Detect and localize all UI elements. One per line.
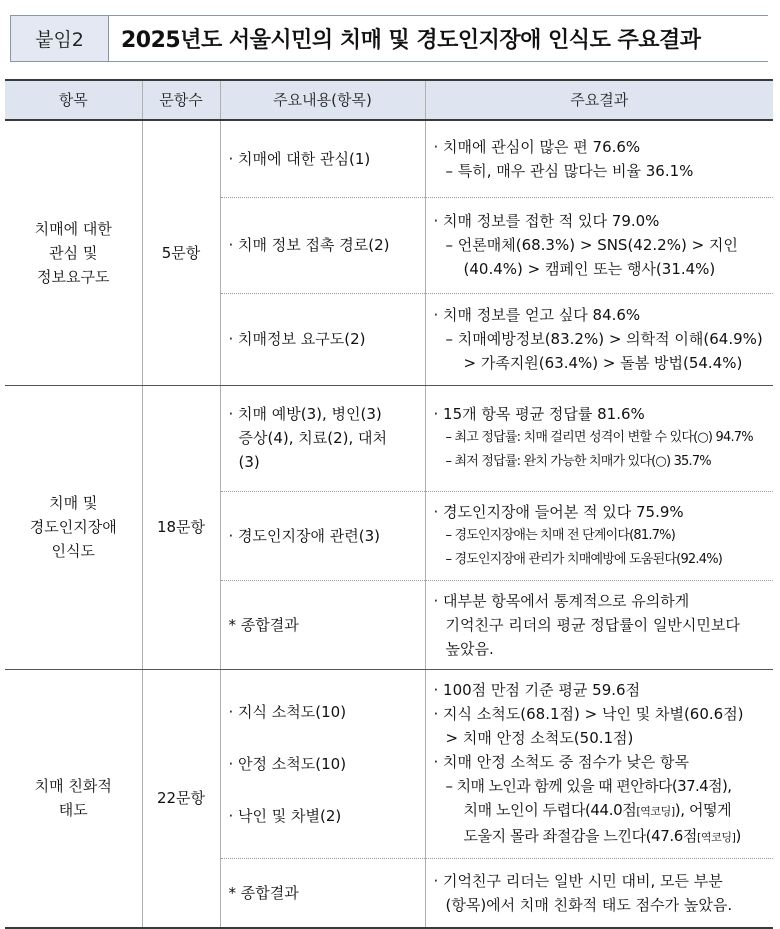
category-line: 치매에 대한 xyxy=(34,219,112,238)
result-cell xyxy=(425,385,773,491)
table-row xyxy=(5,669,773,858)
result-line: · 경도인지장애 들어본 적 있다 75.9% xyxy=(433,502,684,521)
header-row xyxy=(5,80,773,120)
item-line: · 지식 소척도(10) xyxy=(228,702,347,721)
category-line: 치매 및 xyxy=(49,494,98,512)
result-cell xyxy=(425,491,773,580)
result-line: · 대부분 항목에서 통계적으로 유의하게 xyxy=(433,591,690,610)
result-cell xyxy=(425,120,773,197)
item-line: 증상(4), 치료(2), 대처 xyxy=(238,429,388,447)
item-line: · 안정 소척도(10) xyxy=(228,754,347,773)
header-result: 주요결과 xyxy=(425,80,773,120)
title-label: 붙임2 xyxy=(10,15,109,62)
result-line: – 최고 정답률: 치매 걸리면 성격이 변할 수 있다(○) 94.7% xyxy=(445,430,753,445)
result-line: – 경도인지장애 관리가 치매예방에 도움된다(92.4%) xyxy=(445,551,723,567)
result-line: · 치매 안정 소척도 중 점수가 낮은 항목 xyxy=(433,752,689,771)
item-cell: · 치매에 대한 관심(1) xyxy=(220,120,425,197)
result-cell xyxy=(425,858,773,928)
result-line: – 최저 정답률: 완치 가능한 치매가 있다(○) 35.7% xyxy=(445,454,711,469)
category-line: 관심 및 xyxy=(49,243,98,262)
header-category: 항목 xyxy=(5,80,142,120)
result-line: 기억친구 리더의 평균 정답률이 일반시민보다 xyxy=(445,615,740,634)
category-line: 태도 xyxy=(58,801,88,820)
result-line: – 치매예방정보(83.2%) > 의학적 이해(64.9%) xyxy=(445,330,763,348)
category-line: 경도인지장애 xyxy=(29,518,117,536)
item-cell: * 종합결과 xyxy=(220,858,425,928)
result-line: · 15개 항목 평균 정답률 81.6% xyxy=(433,405,645,423)
result-line: (40.4%) > 캠페인 또는 행사(31.4%) xyxy=(463,260,716,278)
count-cell: 22문항 xyxy=(142,669,220,928)
result-line: > 치매 안정 소척도(50.1점) xyxy=(445,728,634,747)
category-cell xyxy=(5,669,142,928)
category-cell xyxy=(5,385,142,669)
result-line: · 100점 만점 기준 평균 59.6점 xyxy=(433,680,641,699)
item-line: (3) xyxy=(238,453,260,471)
result-cell xyxy=(425,580,773,669)
result-line: – 언론매체(68.3%) > SNS(42.2%) > 지인 xyxy=(445,236,738,254)
result-line: · 지식 소척도(68.1점) > 낙인 및 차별(60.6점) xyxy=(433,704,744,723)
reverse-code-tag: [역코딩] xyxy=(636,804,675,818)
table-row xyxy=(5,385,773,491)
item-line: · 낙인 및 차별(2) xyxy=(228,806,342,825)
result-text: ), 어떻게 xyxy=(674,800,732,819)
reverse-code-tag: [역코딩] xyxy=(697,830,736,844)
category-cell xyxy=(5,120,142,385)
count-cell: 18문항 xyxy=(142,385,220,669)
result-line: · 기억친구 리더는 일반 시민 대비, 모든 부분 xyxy=(433,871,723,890)
result-cell xyxy=(425,197,773,293)
category-line: 정보요구도 xyxy=(37,267,110,286)
item-cell xyxy=(220,385,425,491)
result-line: > 가족지원(63.4%) > 돌봄 방법(54.4%) xyxy=(463,354,743,372)
item-cell: · 경도인지장애 관련(3) xyxy=(220,491,425,580)
result-line: (항목)에서 치매 친화적 태도 점수가 높았음. xyxy=(445,895,733,914)
result-line: – 경도인지장애는 치매 전 단계이다(81.7%) xyxy=(445,527,675,543)
spacer xyxy=(229,776,419,804)
item-cell: · 치매 정보 접촉 경로(2) xyxy=(220,197,425,293)
result-line xyxy=(434,798,768,824)
spacer xyxy=(229,724,419,752)
result-cell xyxy=(425,293,773,385)
title-bar xyxy=(10,15,768,62)
result-line: – 치매 노인과 함께 있을 때 편안하다(37.4점), xyxy=(445,776,732,795)
item-cell: · 치매정보 요구도(2) xyxy=(220,293,425,385)
item-line: · 치매 예방(3), 병인(3) xyxy=(228,405,382,423)
header-item: 주요내용(항목) xyxy=(220,80,425,120)
result-text: 도울지 몰라 좌절감을 느낀다(47.6점 xyxy=(463,826,698,845)
result-line: · 치매 정보를 접한 적 있다 79.0% xyxy=(433,212,660,230)
category-line: 치매 친화적 xyxy=(34,777,112,796)
result-line: · 치매에 관심이 많은 편 76.6% xyxy=(433,137,641,156)
title-bottom-rule xyxy=(109,61,768,62)
result-text: ) xyxy=(735,826,741,845)
result-cell xyxy=(425,669,773,858)
header-count: 문항수 xyxy=(142,80,220,120)
page-title: 2025년도 서울시민의 치매 및 경도인지장애 인식도 주요결과 xyxy=(121,28,701,53)
category-line: 인식도 xyxy=(51,542,95,560)
results-table xyxy=(5,79,773,929)
result-text: 치매 노인이 두렵다(44.0점 xyxy=(463,800,637,819)
item-cell: * 종합결과 xyxy=(220,580,425,669)
result-line: · 치매 정보를 얻고 싶다 84.6% xyxy=(433,306,641,324)
result-line xyxy=(434,824,768,850)
count-cell: 5문항 xyxy=(142,120,220,385)
item-cell xyxy=(220,669,425,858)
table-row xyxy=(5,120,773,197)
result-line: 높았음. xyxy=(445,639,494,658)
result-line: – 특히, 매우 관심 많다는 비율 36.1% xyxy=(445,161,694,180)
